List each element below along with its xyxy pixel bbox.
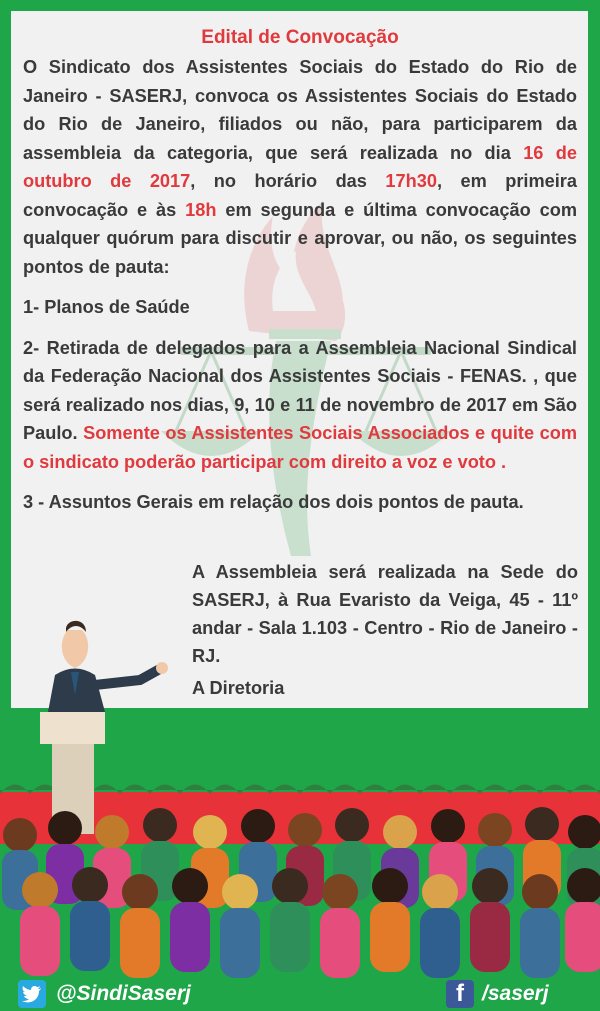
- venue-text: A Assembleia será realizada na Sede do SASERJ, à Rua Evaristo da Veiga, 45 - 11º andar - Sala 1.103 - Centro - Rio de Janeiro - RJ.: [192, 562, 578, 666]
- twitter-link[interactable]: [18, 977, 191, 1011]
- notice-title: Edital de Convocação: [201, 27, 399, 48]
- facebook-f-icon: f: [446, 980, 474, 1008]
- agenda-item-2-warning: Somente os Assistentes Sociais Associados e quite com o sindicato poderão participar com direito a voz e voto .: [23, 423, 577, 472]
- intro-paragraph: [23, 53, 577, 281]
- second-call-time: 18h: [185, 199, 217, 220]
- intro-text: O Sindicato dos Assistentes Sociais do Estado do Rio de Janeiro - SASERJ, convoca os Assistentes Sociais do Estado do Rio de Janeiro, filiados ou não, para participarem da assembleia da categoria, que será realizada no dia: [23, 57, 577, 163]
- signature: A Diretoria: [192, 678, 285, 698]
- facebook-handle: /saserj: [482, 982, 549, 1005]
- agenda-item-2: [23, 334, 577, 477]
- facebook-link[interactable]: [446, 977, 549, 1011]
- assembly-illustration: [0, 600, 600, 980]
- first-call-time: 17h30: [385, 171, 437, 191]
- twitter-handle: @SindiSaserj: [56, 982, 191, 1005]
- intro-text: , em primeira convocação e às: [23, 171, 577, 220]
- agenda-item-2-text: 2- Retirada de delegados para a Assembleia Nacional Sindical da Federação Nacional dos Assistentes Sociais - FENAS. , que será realizado nos dias, 9, 10 e 11 de novembro de 2017 em São Paulo.: [23, 337, 577, 443]
- agenda-item-1: 1- Planos de Saúde: [23, 297, 190, 317]
- twitter-bird-icon: [18, 980, 46, 1008]
- meeting-date: 16 de outubro de 2017: [23, 142, 577, 191]
- notice-body: [11, 11, 588, 517]
- intro-text: , no horário das: [190, 171, 386, 191]
- agenda-item-3: 3 - Assuntos Gerais em relação dos dois pontos de pauta.: [23, 492, 524, 512]
- social-footer: [0, 977, 600, 1011]
- intro-text: em segunda e última convocação com qualquer quórum para discutir e aprovar, ou não, os seguintes pontos de pauta:: [23, 199, 577, 277]
